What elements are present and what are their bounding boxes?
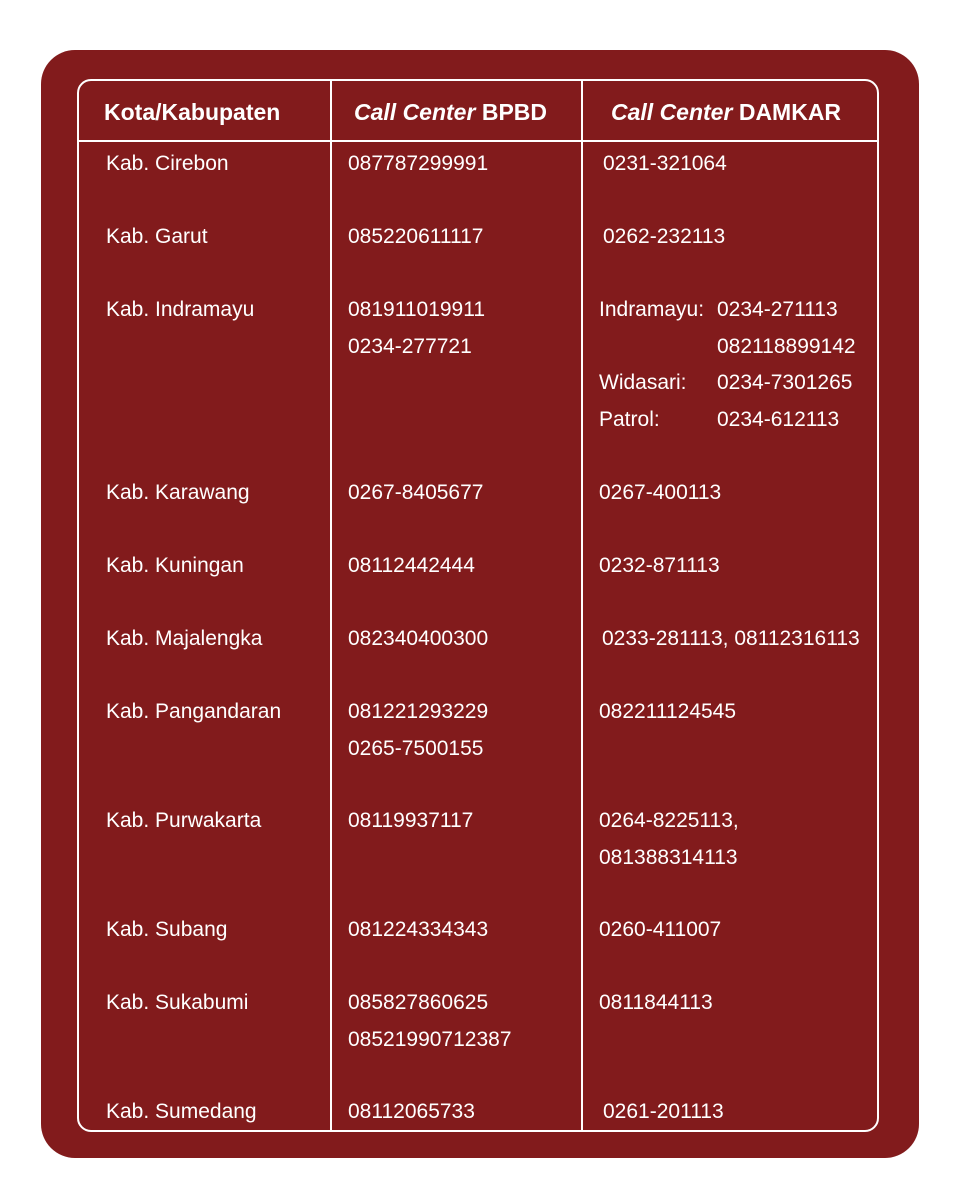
damkar-number: 0260-411007 xyxy=(599,918,722,941)
bpbd-number: 08112065733 xyxy=(348,1100,475,1123)
damkar-number: 0234-612113 xyxy=(717,407,840,431)
damkar-number: 0264-8225113, xyxy=(599,809,739,832)
city-cell: Kab. Purwakarta xyxy=(106,809,262,832)
damkar-label: Indramayu: xyxy=(599,298,705,321)
header-divider xyxy=(77,140,879,142)
damkar-number: 0267-400113 xyxy=(599,481,722,504)
column-divider xyxy=(330,79,332,1132)
damkar-number: 0233-281113, 08112316113 xyxy=(602,627,860,650)
bpbd-number: 0267-8405677 xyxy=(348,481,484,504)
city-cell: Kab. Garut xyxy=(106,225,208,248)
damkar-label: Patrol: xyxy=(599,407,660,431)
header-damkar xyxy=(611,97,841,127)
damkar-number: 0232-871113 xyxy=(599,554,720,577)
damkar-number: 082118899142 xyxy=(717,334,856,358)
bpbd-number: 087787299991 xyxy=(348,152,489,175)
damkar-number: 0234-271113 xyxy=(717,298,838,321)
city-cell: Kab. Sumedang xyxy=(106,1100,257,1123)
damkar-number: 0261-201113 xyxy=(603,1100,724,1123)
city-cell: Kab. Cirebon xyxy=(106,152,229,175)
damkar-number: 081388314113 xyxy=(599,845,738,869)
city-cell: Kab. Pangandaran xyxy=(106,700,282,723)
bpbd-number: 085827860625 xyxy=(348,991,489,1014)
city-cell: Kab. Kuningan xyxy=(106,554,244,577)
damkar-label: Widasari: xyxy=(599,371,687,394)
header-bpbd-italic: Call Center xyxy=(354,99,476,125)
city-cell: Kab. Majalengka xyxy=(106,627,263,650)
column-divider xyxy=(581,79,583,1132)
city-cell: Kab. Subang xyxy=(106,918,228,941)
bpbd-number: 085220611117 xyxy=(348,225,484,248)
city-cell: Kab. Sukabumi xyxy=(106,991,249,1014)
header-damkar-italic: Call Center xyxy=(611,99,733,125)
bpbd-number: 08112442444 xyxy=(348,554,475,577)
city-cell: Kab. Karawang xyxy=(106,481,250,504)
bpbd-number: 081221293229 xyxy=(348,700,489,723)
bpbd-number: 081911019911 xyxy=(348,298,486,321)
bpbd-number: 08119937117 xyxy=(348,809,474,832)
bpbd-number: 08521990712387 xyxy=(348,1027,512,1051)
damkar-number: 0231-321064 xyxy=(603,152,727,175)
damkar-number: 082211124545 xyxy=(599,700,737,723)
bpbd-number: 081224334343 xyxy=(348,918,489,941)
bpbd-number: 082340400300 xyxy=(348,627,489,650)
header-bpbd-rest: BPBD xyxy=(475,99,547,125)
bpbd-number: 0234-277721 xyxy=(348,334,472,358)
city-cell: Kab. Indramayu xyxy=(106,298,255,321)
damkar-number: 0262-232113 xyxy=(603,225,726,248)
header-bpbd xyxy=(354,97,547,127)
bpbd-number: 0265-7500155 xyxy=(348,736,484,760)
damkar-number: 0234-7301265 xyxy=(717,371,853,394)
header-damkar-rest: DAMKAR xyxy=(732,99,842,125)
header-city: Kota/Kabupaten xyxy=(104,99,281,125)
damkar-number: 0811844113 xyxy=(599,991,713,1014)
